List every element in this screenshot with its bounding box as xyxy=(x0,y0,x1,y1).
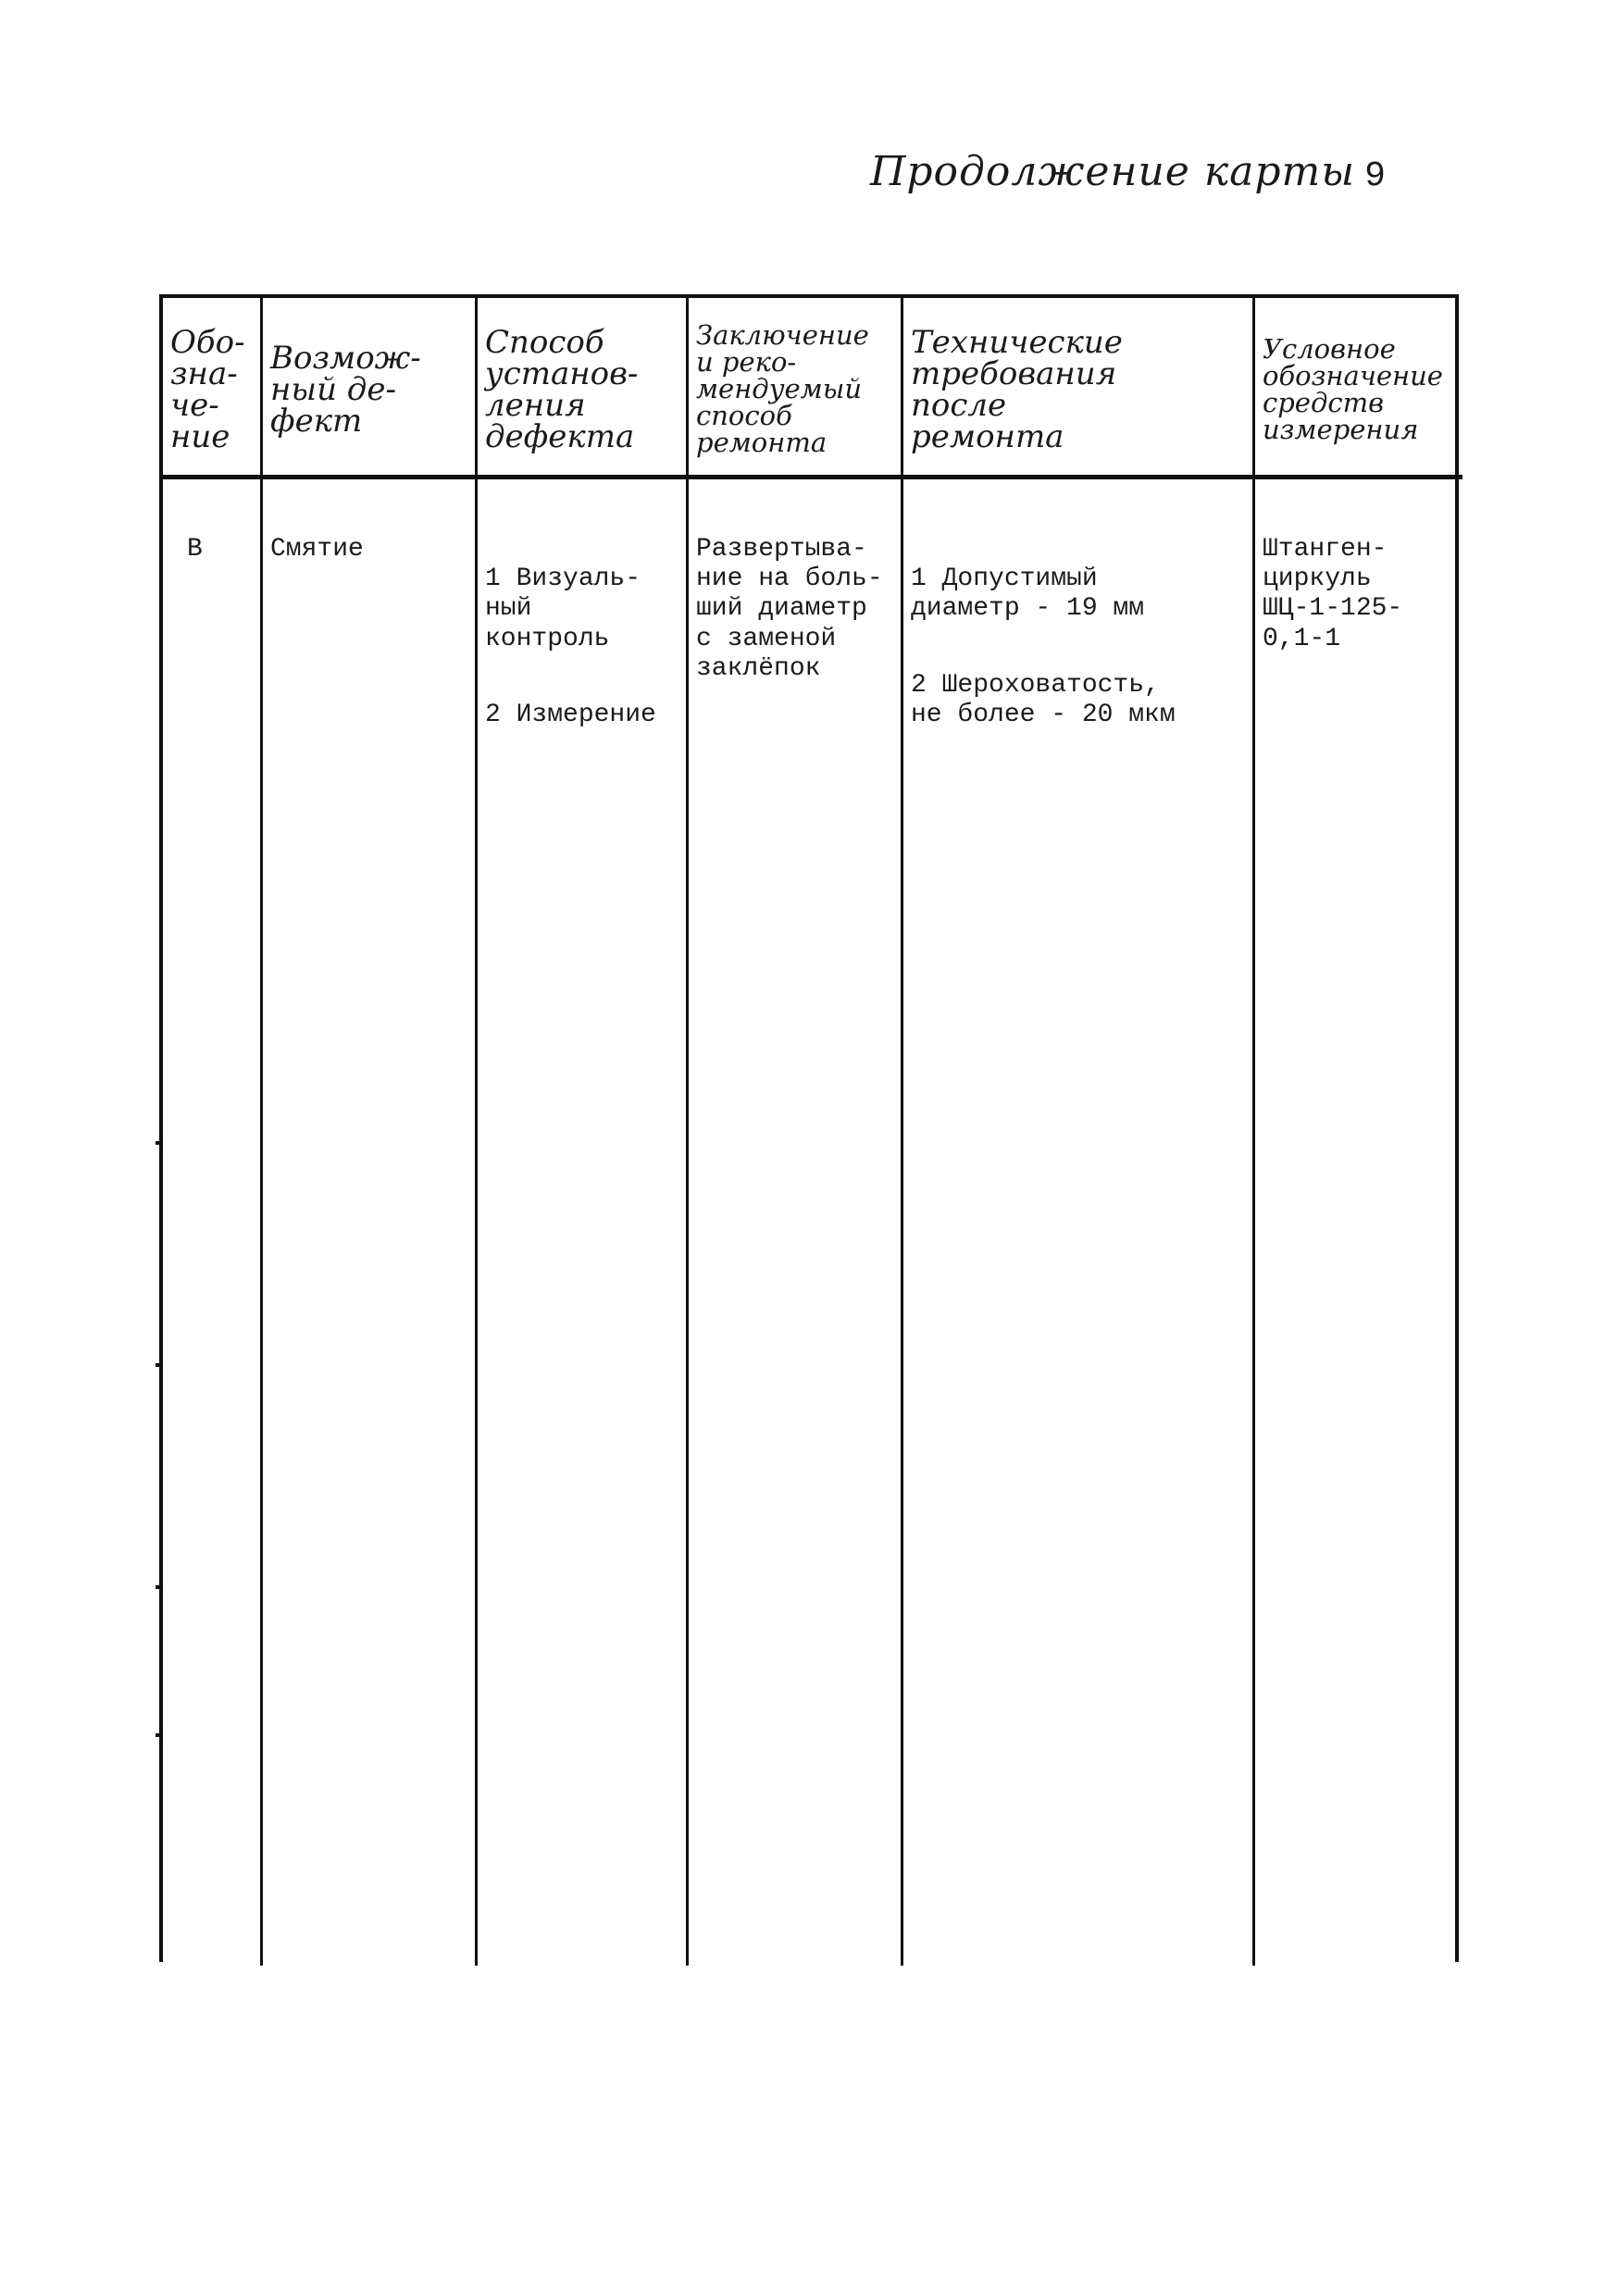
method-item: 1 Визуаль- ный контроль xyxy=(485,565,641,653)
method-item: 2 Измерение xyxy=(485,700,656,729)
header-text: Продолжение карты xyxy=(870,148,1356,195)
cell-method xyxy=(478,479,689,1966)
margin-tick xyxy=(156,1585,163,1589)
column-header-repair: Заключение и реко- мендуемый способ ремонта xyxy=(689,298,903,479)
column-header-method: Способ установ- ления дефекта xyxy=(478,298,689,479)
column-header-requirements: Технические требования после ремонта xyxy=(903,298,1255,479)
margin-tick xyxy=(156,1141,163,1145)
requirement-item: 1 Допустимый диаметр - 19 мм xyxy=(911,565,1145,624)
cell-repair: Развертыва- ние на боль- ший диаметр с заменой заклёпок xyxy=(689,479,903,1966)
margin-tick xyxy=(156,1733,163,1737)
cell-designation: В xyxy=(163,479,263,1966)
page-header xyxy=(870,148,1387,196)
header-number: 9 xyxy=(1364,156,1387,196)
requirement-item: 2 Шероховатость, не более - 20 мкм xyxy=(911,670,1176,729)
cell-instrument: Штанген- циркуль ШЦ-1-125- 0,1-1 xyxy=(1263,535,1403,653)
defect-card-table xyxy=(159,294,1459,1962)
margin-tick xyxy=(156,1363,163,1367)
column-header-designation: Обо- зна- че- ние xyxy=(163,298,263,479)
cell-defect: Смятие xyxy=(263,479,478,1966)
cell-requirements xyxy=(903,479,1255,1966)
column-header-instrument: Условное обозначение средств измерения xyxy=(1255,298,1462,479)
column-header-defect: Возмож- ный де- фект xyxy=(263,298,478,479)
